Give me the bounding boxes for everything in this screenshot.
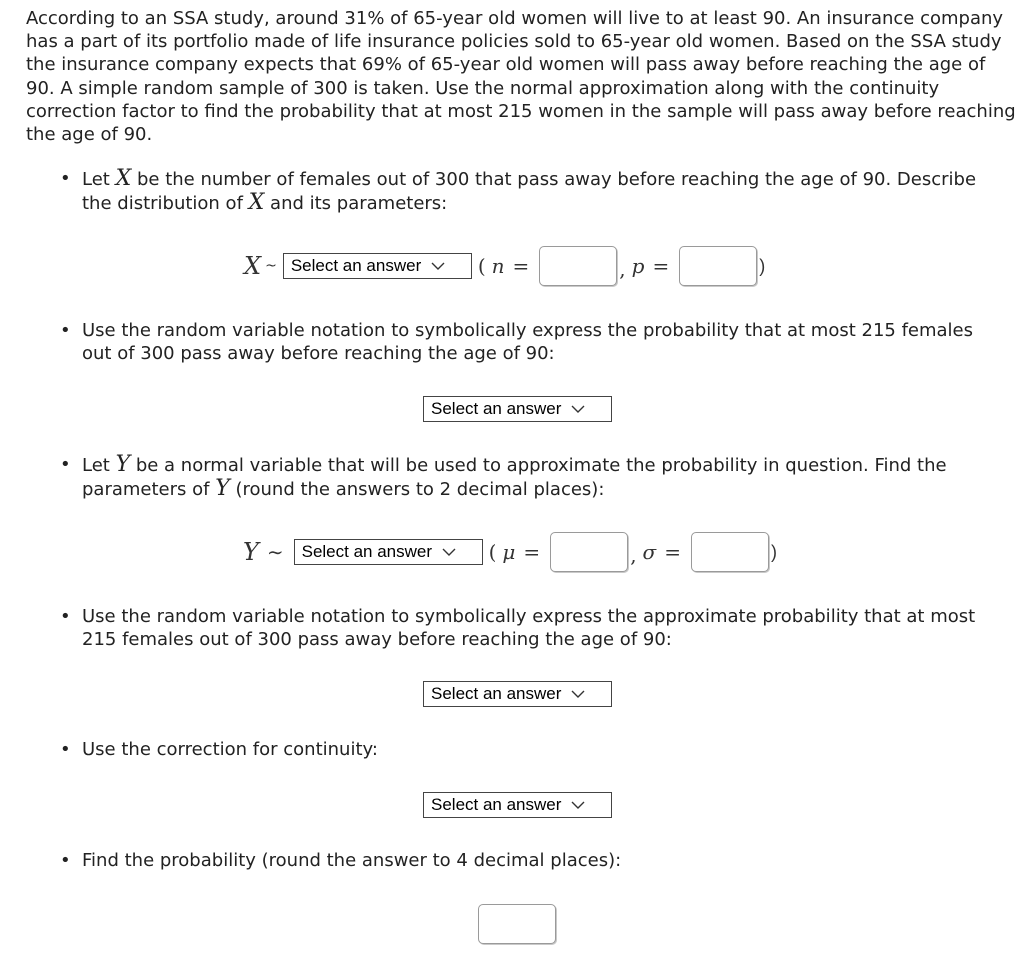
question-4-text: Use the random variable notation to symbolically express the approximate probability that at most 215 females out of 300 pass away before reaching the age of 90: [82,606,976,651]
sigma-input[interactable] [691,532,769,572]
continuity-correction-select[interactable] [423,792,612,818]
bullet-marker: • [60,850,71,871]
question-1 [60,166,997,216]
tilde-symbol: ∼ [266,540,284,564]
question-2 [60,319,997,365]
question-4 [60,605,997,651]
y-label: Y [243,538,259,566]
question-6-text: Find the probability (round the answer to 4 decimal places): [82,850,622,871]
approx-probability-row [423,672,612,716]
open-paren: ( [477,254,486,278]
question-1-text-c: and its parameters: [264,193,448,215]
question-6 [60,849,997,872]
question-5 [60,738,997,761]
question-3-text-c: (round the answers to 2 decimal places): [229,479,605,501]
continuity-correction-row [423,783,612,827]
bullet-marker: • [60,320,71,341]
distribution-x-row [244,244,765,288]
chevron-down-icon [571,405,585,414]
mu-label: μ [502,540,516,564]
close-paren: ) [759,255,766,276]
problem-statement: According to an SSA study, around 31% of 65-year old women will live to at least 90. An insurance company has a part of its portfolio made of life insurance policies sold to 65-year old women. Based on the SSA study the insurance company expects that 69% of 65-year old women will pass away before reaching the age of 90. A simple random sample of 300 is taken. Use the normal approximation along with the continuity correction factor to find the probability that at most 215 women in the sample will pass away before reaching the age of 90. [26,8,1016,146]
bullet-marker: • [60,739,71,760]
probability-input[interactable] [478,904,556,944]
tilde-symbol: ~ [265,258,277,274]
bullet-marker: • [60,168,71,189]
variable-y: Y [215,476,230,502]
chevron-down-icon [571,801,585,810]
question-5-text: Use the correction for continuity: [82,739,378,760]
x-label: X [244,252,262,280]
bullet-marker: • [60,606,71,627]
sigma-label: σ [642,540,657,564]
p-input[interactable] [679,246,757,286]
n-label: n [491,254,505,278]
variable-x: X [115,166,132,191]
probability-expression-select[interactable] [423,396,612,422]
select-label: Select an answer [431,399,562,418]
select-label: Select an answer [301,542,433,561]
question-3-text-b: be a normal variable that will be used to approximate the probability in question. Find the parameters of [82,455,947,501]
equals-sign: = [523,540,541,564]
approx-probability-select[interactable] [423,681,612,707]
question-3-text-a: Let [82,455,116,476]
select-label: Select an answer [431,684,562,703]
n-input[interactable] [539,246,617,286]
distribution-y-select[interactable] [294,539,483,565]
question-3 [60,452,997,502]
equals-sign: = [512,254,530,278]
bullet-marker: • [60,454,71,475]
distribution-x-select[interactable] [283,253,472,279]
variable-y: Y [115,452,131,477]
question-1-text-a: Let [82,169,116,190]
select-label: Select an answer [431,795,562,814]
close-paren: ) [770,541,777,562]
distribution-y-row [243,530,777,574]
chevron-down-icon [431,262,445,271]
question-2-text: Use the random variable notation to symbolically express the probability that at most 215 females out of 300 pass away before reaching the age of 90: [82,320,973,365]
question-1-text-b: be the number of females out of 300 that pass away before reaching the age of 90. Describe the distribution of [82,169,977,215]
mu-input[interactable] [550,532,628,572]
equals-sign: = [652,254,670,278]
comma: , [619,257,626,281]
probability-expression-row [423,387,612,431]
chevron-down-icon [571,690,585,699]
probability-answer-row [478,902,556,946]
p-label: p [631,254,645,278]
comma: , [630,543,637,567]
select-label: Select an answer [290,256,422,275]
chevron-down-icon [442,548,456,557]
open-paren: ( [488,540,497,564]
variable-x: X [248,190,265,216]
equals-sign: = [664,540,681,564]
